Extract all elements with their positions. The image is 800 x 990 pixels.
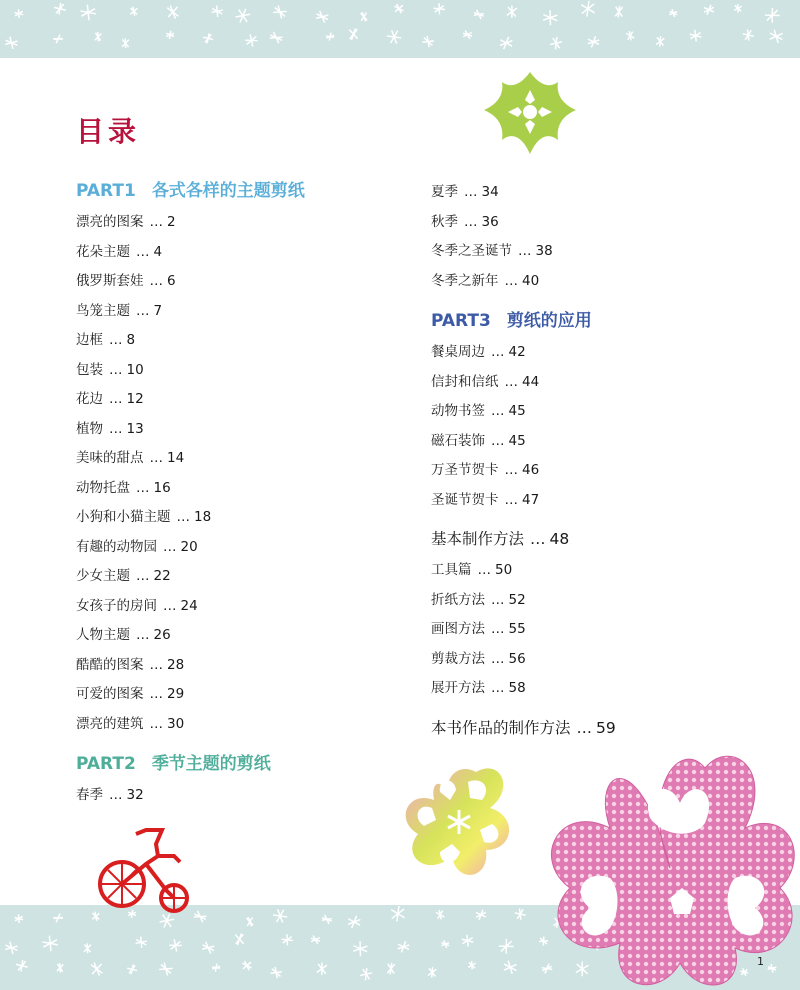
snowflake-icon	[122, 38, 129, 48]
toc-entry[interactable]: 磁石装饰 … 45	[431, 432, 526, 449]
toc-entry-page: 22	[153, 568, 171, 584]
toc-entry-label: 春季	[76, 787, 103, 803]
snowflake-icon	[550, 37, 562, 49]
toc-entry-page: 52	[508, 591, 526, 608]
snowflake-icon	[130, 7, 137, 16]
snowflake-icon	[212, 6, 223, 17]
snowflake-icon	[360, 968, 372, 980]
snowflake-icon	[95, 32, 101, 41]
snowflake-icon	[543, 10, 557, 25]
toc-entry-label: 冬季之新年	[431, 272, 499, 289]
snowflake-icon	[317, 963, 327, 975]
snowflake-icon	[704, 5, 714, 15]
snowflake-icon	[270, 32, 283, 44]
snowflake-icon	[434, 3, 445, 14]
toc-entry-label: 折纸方法	[431, 591, 485, 608]
snowflake-icon	[422, 36, 434, 47]
toc-entry-label: 植物	[76, 420, 103, 437]
toc-entry-label: 花朵主题	[76, 243, 130, 260]
snowflake-icon	[391, 906, 404, 922]
toc-entry[interactable]: 夏季 … 34	[431, 184, 499, 200]
toc-entry-page: 50	[495, 562, 513, 578]
toc-entry[interactable]: 俄罗斯套娃 … 6	[76, 273, 176, 289]
toc-entry-label: 夏季	[431, 184, 458, 200]
toc-entry[interactable]: 包装 … 10	[76, 361, 144, 378]
toc-entry[interactable]: 信封和信纸 … 44	[431, 373, 540, 390]
toc-entry[interactable]: 餐桌周边 … 42	[431, 344, 526, 360]
toc-entry[interactable]: 冬季之圣诞节 … 38	[431, 243, 553, 259]
toc-entry-label: 包装	[76, 361, 103, 378]
snowflake-icon	[166, 31, 174, 39]
snowflake-icon	[311, 936, 320, 944]
snowflake-icon	[203, 33, 213, 43]
basic-methods-entry[interactable]: 基本制作方法 … 48	[431, 530, 570, 548]
toc-entry[interactable]: 漂亮的图案 … 2	[76, 214, 176, 230]
snowflake-icon	[159, 962, 172, 975]
toc-entry[interactable]: 植物 … 13	[76, 420, 144, 437]
snowflake-pattern-top	[0, 0, 800, 58]
toc-right-column	[431, 178, 771, 745]
toc-entry-page: 45	[508, 432, 526, 449]
toc-entry-label: 动物书签	[431, 403, 485, 419]
toc-entry-label: 小狗和小猫主题	[76, 509, 171, 525]
snowflake-icon	[236, 9, 251, 23]
toc-entry-label: 秋季	[431, 213, 458, 230]
pink-lace-flower-icon	[530, 728, 800, 990]
snowflake-icon	[14, 914, 23, 923]
part1-number: PART1	[76, 181, 136, 201]
snowflake-icon	[5, 37, 17, 49]
toc-entry[interactable]: 女孩子的房间 … 24	[76, 597, 198, 614]
snowflake-icon	[770, 30, 783, 43]
snowflake-icon	[428, 967, 436, 977]
snowflake-icon	[247, 917, 254, 926]
snowflake-icon	[476, 910, 486, 920]
snowflake-icon	[42, 936, 57, 952]
snowflake-icon	[273, 909, 287, 922]
snowflake-icon	[194, 911, 207, 923]
basic-methods-page: 48	[549, 530, 570, 548]
snowflake-icon	[127, 964, 137, 974]
toc-entry-page: 55	[508, 621, 526, 637]
toc-entry[interactable]: 万圣节贺卡 … 46	[431, 462, 540, 478]
toc-entry[interactable]: 动物书签 … 45	[431, 403, 526, 419]
snowflake-icon	[169, 939, 181, 951]
part1-heading[interactable]	[76, 178, 406, 208]
snowflake-icon	[5, 942, 17, 954]
toc-entry-page: 12	[126, 391, 144, 407]
snowflake-icon	[468, 961, 475, 969]
snowflake-icon	[462, 935, 474, 947]
snowflake-icon	[474, 10, 484, 19]
snowflake-icon	[322, 915, 332, 924]
snowflake-icon	[235, 933, 243, 945]
toc-entry-page: 56	[508, 650, 526, 667]
snowflake-icon	[270, 967, 282, 978]
toc-entry-label: 餐桌周边	[431, 344, 485, 360]
toc-entry-label: 万圣节贺卡	[431, 462, 499, 478]
toc-entry-page: 4	[153, 243, 163, 260]
snowflake-icon	[167, 6, 178, 19]
toc-entry-page: 38	[535, 243, 553, 259]
snowflake-icon	[326, 33, 334, 41]
toc-entry-page: 20	[180, 538, 198, 555]
green-paper-cut-icon	[480, 66, 580, 162]
toc-entry-label: 动物托盘	[76, 479, 130, 496]
snowflake-icon	[394, 4, 403, 13]
snowflake-icon	[353, 941, 367, 956]
toc-entry[interactable]: 剪裁方法 … 56	[431, 650, 526, 667]
toc-entry-label: 可爱的图案	[76, 686, 144, 702]
bicycle-icon	[96, 826, 192, 916]
toc-entry-page: 24	[180, 597, 198, 614]
toc-entry-label: 画图方法	[431, 621, 485, 637]
toc-entry-label: 少女主题	[76, 568, 130, 584]
toc-entry-page: 18	[194, 509, 212, 525]
toc-entry-page: 42	[508, 344, 526, 360]
toc-left-column	[76, 178, 406, 811]
snowflake-icon	[669, 9, 677, 17]
snowflake-icon	[441, 940, 449, 948]
snowflake-icon	[242, 961, 251, 970]
toc-entry-label: 工具篇	[431, 562, 472, 578]
snowflake-icon	[398, 941, 409, 952]
part2-continued-list	[431, 178, 771, 296]
part2-heading[interactable]	[76, 751, 406, 781]
toc-entry-page: 26	[153, 627, 171, 643]
works-methods-label: 本书作品的制作方法	[431, 718, 571, 737]
toc-entry[interactable]: 少女主题 … 22	[76, 568, 171, 584]
snowflake-icon	[504, 961, 517, 974]
snowflake-icon	[515, 908, 526, 919]
toc-entry-label: 剪裁方法	[431, 650, 485, 667]
toc-entry[interactable]: 人物主题 … 26	[76, 627, 171, 643]
snowflake-icon	[588, 36, 599, 47]
snowflake-icon	[273, 5, 286, 18]
page-title: 目录	[76, 115, 141, 148]
flower-paper-cut-icon	[394, 756, 524, 886]
toc-entry-page: 6	[167, 273, 176, 289]
toc-entry[interactable]: 展开方法 … 58	[431, 680, 526, 696]
toc-entry[interactable]: 小狗和小猫主题 … 18	[76, 509, 212, 525]
snowflake-icon	[16, 960, 28, 972]
basic-methods-label: 基本制作方法	[431, 530, 525, 548]
toc-entry-page: 2	[167, 214, 176, 230]
snowflake-icon	[361, 12, 368, 21]
toc-entry-page: 40	[522, 272, 540, 289]
toc-entry[interactable]: 动物托盘 … 16	[76, 479, 171, 496]
snowflake-icon	[53, 914, 62, 923]
toc-entry-label: 酷酷的图案	[76, 656, 144, 673]
page-number: 1	[757, 955, 764, 968]
snowflake-icon	[316, 11, 328, 23]
toc-entry[interactable]: 漂亮的建筑 … 30	[76, 715, 185, 732]
toc-entry-page: 34	[481, 184, 499, 200]
toc-entry[interactable]: 边框 … 8	[76, 332, 136, 348]
toc-entry-page: 10	[126, 361, 144, 378]
toc-entry-page: 30	[167, 715, 185, 732]
toc-entry[interactable]: 圣诞节贺卡 … 47	[431, 491, 540, 508]
snowflake-icon	[84, 943, 91, 953]
snowflake-icon	[626, 31, 634, 40]
toc-entry-page: 36	[481, 213, 499, 230]
part3-heading[interactable]	[431, 308, 771, 338]
toc-entry-page: 28	[167, 656, 185, 673]
part3-title: 剪纸的应用	[506, 311, 592, 331]
toc-entry[interactable]: 工具篇 … 50	[431, 562, 513, 578]
snowflake-icon	[14, 9, 23, 18]
toc-entry-label: 花边	[76, 391, 103, 407]
toc-entry[interactable]: 冬季之新年 … 40	[431, 272, 540, 289]
part3-number: PART3	[431, 311, 491, 331]
snowflake-icon	[54, 3, 66, 15]
snowflake-icon	[581, 1, 594, 17]
snowflake-icon	[387, 30, 401, 43]
toc-entry[interactable]: 有趣的动物园 … 20	[76, 538, 198, 555]
snowflake-icon	[80, 5, 95, 21]
snowflake-icon	[202, 942, 214, 954]
toc-entry[interactable]: 美味的甜点 … 14	[76, 450, 185, 466]
toc-entry-label: 女孩子的房间	[76, 597, 157, 614]
toc-entry[interactable]: 花朵主题 … 4	[76, 243, 163, 260]
toc-entry-page: 58	[508, 680, 526, 696]
toc-entry-label: 圣诞节贺卡	[431, 491, 499, 508]
part2-list	[76, 781, 406, 811]
toc-entry-label: 鸟笼主题	[76, 302, 130, 319]
toc-entry[interactable]: 酷酷的图案 … 28	[76, 656, 185, 673]
toc-entry-label: 磁石装饰	[431, 432, 485, 449]
part2-number: PART2	[76, 754, 136, 774]
toc-entry-page: 13	[126, 420, 144, 437]
toc-entry-label: 冬季之圣诞节	[431, 243, 512, 259]
toc-entry-label: 边框	[76, 332, 103, 348]
snowflake-icon	[91, 963, 102, 976]
snowflake-icon	[743, 29, 754, 40]
toc-entry[interactable]: 鸟笼主题 … 7	[76, 302, 163, 319]
snowflake-icon	[507, 6, 517, 18]
snowflake-icon	[349, 28, 357, 40]
part3-list	[431, 338, 771, 515]
toc-entry-page: 8	[126, 332, 136, 348]
toc-entry[interactable]: 秋季 … 36	[431, 213, 499, 230]
toc-entry-page: 45	[508, 403, 526, 419]
toc-entry-label: 有趣的动物园	[76, 538, 157, 555]
snowflake-icon	[282, 934, 293, 945]
snowflake-icon	[245, 34, 257, 46]
snowflake-icon	[765, 8, 780, 23]
toc-entry-label: 信封和信纸	[431, 373, 499, 390]
snowflake-icon	[53, 35, 62, 44]
snowflake-icon	[136, 937, 147, 948]
toc-entry[interactable]: 可爱的图案 … 29	[76, 686, 185, 702]
snowflake-icon	[387, 963, 394, 975]
basic-methods-list	[431, 556, 771, 704]
part1-list	[76, 208, 406, 739]
top-decorative-band	[0, 0, 800, 58]
snowflake-icon	[463, 31, 472, 39]
toc-entry[interactable]: 花边 … 12	[76, 391, 144, 407]
toc-entry-page: 7	[153, 302, 163, 319]
toc-entry[interactable]: 画图方法 … 55	[431, 621, 526, 637]
toc-entry-label: 漂亮的图案	[76, 214, 144, 230]
snowflake-icon	[57, 963, 63, 972]
toc-entry-label: 俄罗斯套娃	[76, 273, 144, 289]
part1-title: 各式各样的主题剪纸	[151, 181, 305, 201]
snowflake-icon	[500, 37, 512, 49]
toc-entry-page: 47	[522, 491, 540, 508]
toc-entry-label: 漂亮的建筑	[76, 715, 144, 732]
toc-entry-page: 32	[126, 787, 144, 803]
snowflake-icon	[656, 36, 664, 46]
toc-entry-page: 46	[522, 462, 540, 478]
works-methods-entry[interactable]: 本书作品的制作方法 … 59	[431, 718, 616, 737]
toc-entry[interactable]: 春季 … 32	[76, 787, 144, 803]
toc-entry-page: 16	[153, 479, 171, 496]
snowflake-icon	[348, 916, 360, 928]
toc-entry-label: 展开方法	[431, 680, 485, 696]
toc-entry-page: 29	[167, 686, 185, 702]
snowflake-icon	[212, 964, 220, 972]
snowflake-icon	[690, 30, 702, 42]
part2-title: 季节主题的剪纸	[151, 754, 271, 774]
toc-entry-page: 14	[167, 450, 185, 466]
snowflake-icon	[436, 910, 444, 919]
toc-entry-label: 美味的甜点	[76, 450, 144, 466]
toc-entry-label: 人物主题	[76, 627, 130, 643]
toc-entry-page: 44	[522, 373, 540, 390]
toc-entry[interactable]: 折纸方法 … 52	[431, 591, 526, 608]
works-methods-page: 59	[596, 718, 616, 737]
snowflake-icon	[734, 4, 741, 12]
snowflake-icon	[615, 6, 622, 18]
snowflake-icon	[499, 939, 514, 954]
